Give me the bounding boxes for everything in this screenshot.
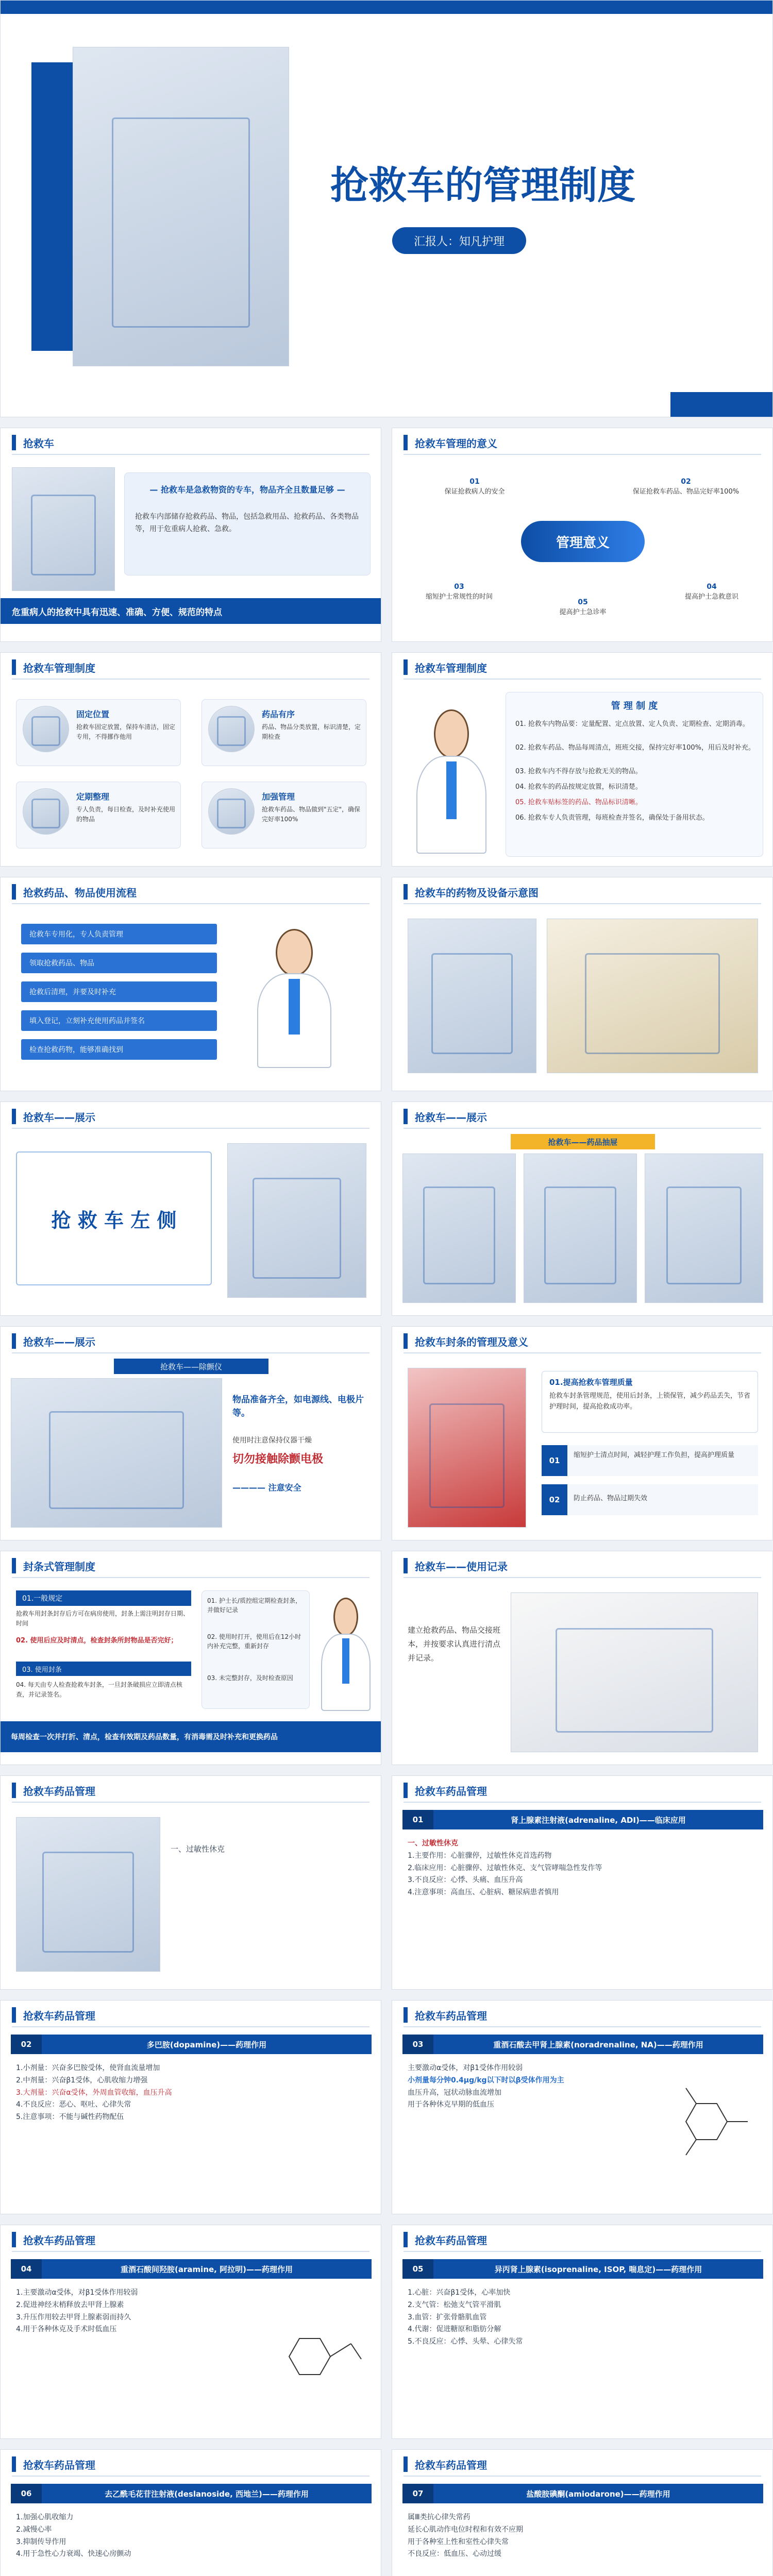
meaning-item [423, 478, 526, 496]
left-side-panel [16, 1151, 212, 1285]
drug-line: 4.用于急性心力衰竭、快速心房颤动 [16, 2550, 131, 2558]
drug-number: 01 [402, 1810, 433, 1829]
seal-rules-red: 02. 使用后应及时清点，检查封条所封物品是否完好； [16, 1637, 178, 1645]
meaning-text: 缩短护士常规性的时间 [425, 593, 493, 601]
drawer-ribbon [511, 1134, 655, 1149]
defib-ribbon-label: 抢救车——除颤仪 [160, 1362, 222, 1371]
drug-line: 1.小剂量：兴奋多巴胺受体，使肾血流量增加 [16, 2064, 160, 2072]
left-side-label: 抢 救 车 左 侧 [51, 1209, 177, 1232]
drug-photo [16, 1817, 160, 1972]
drug-body [16, 2287, 258, 2336]
mgmt-card [201, 699, 366, 766]
slide-drug [392, 2449, 773, 2576]
mgmt-card [16, 699, 181, 766]
drug-body [408, 2512, 758, 2561]
mgmt-card-photo [208, 788, 255, 835]
mgmt-card-photo [208, 706, 255, 752]
cart-drawer-photo [12, 467, 115, 591]
intro-banner-title: — 抢救车是急救物资的专车，物品齐全且数量足够 — [149, 485, 345, 495]
slide-show-drawer [392, 1101, 773, 1316]
seal-box [542, 1371, 758, 1433]
drug-title: 肾上腺素注射液(adrenaline, ADI)——临床应用 [511, 1815, 686, 1825]
slide-header: 抢救车——展示 [23, 1111, 95, 1124]
drug-title: 重酒石酸去甲肾上腺素(noradrenaline, NA)——药理作用 [493, 2040, 703, 2049]
drug-title: 异丙肾上腺素(isoprenaline, ISOP, 喘息定)——药理作用 [494, 2264, 702, 2274]
seal-bullet-num: 02 [542, 1484, 567, 1515]
drug-body [408, 2287, 758, 2348]
drug-line: 3.不良反应：心悸、头痛、血压升高 [408, 1876, 523, 1885]
drug-body [408, 1838, 758, 1899]
slide-drug [392, 2000, 773, 2214]
slide-header: 封条式管理制度 [23, 1560, 95, 1573]
meaning-center [521, 521, 645, 562]
slide-drug [0, 2225, 381, 2439]
slide-header: 抢救车——使用记录 [415, 1560, 508, 1573]
drug-ribbon [402, 2035, 763, 2054]
defib-line: 物品准备齐全，如电源线、电极片等。 [232, 1395, 364, 1418]
cart-photo [73, 47, 289, 366]
mgmt-card-desc: 抢救车药品、物品做到"五定"，确保完好率100% [262, 806, 361, 823]
slide-header: 抢救车药品管理 [415, 2234, 487, 2247]
drug-line: 一、过敏性休克 [408, 1839, 458, 1848]
mgmt-card [16, 782, 181, 849]
meaning-num: 02 [681, 478, 691, 486]
flow-step: 检查抢救药物，能够准确找到 [21, 1039, 217, 1060]
molecule-structure [665, 2083, 758, 2165]
drug-line: 4.注意事项：高血压、心脏病、糖尿病患者慎用 [408, 1888, 559, 1897]
slide-header: 抢救车药品管理 [23, 2234, 95, 2247]
drug-line: 不良反应：低血压、心动过缓 [408, 2550, 501, 2558]
flow-step: 抢救后清理，并要及时补充 [21, 981, 217, 1002]
slide-header: 抢救药品、物品使用流程 [23, 886, 137, 899]
seal-rules-item03: 03. 使用封条 [16, 1662, 191, 1676]
cart-layout-photo [408, 919, 536, 1073]
rules-box-title: 管 理 制 度 [611, 701, 658, 711]
meaning-num: 03 [454, 583, 464, 591]
drug-body [408, 2062, 650, 2111]
drug-line: 一、过敏性休克 [171, 1844, 225, 1854]
drug-line: 3.升压作用较去甲肾上腺素弱而持久 [16, 2313, 131, 2321]
meaning-item [619, 478, 753, 496]
slide-seal [392, 1326, 773, 1540]
mgmt-card-desc: 药品、物品分类放置，标识清楚，定期检查 [262, 723, 361, 741]
drug-ribbon [11, 2484, 372, 2503]
defib-line: 切勿接触除颤电极 [232, 1453, 324, 1466]
doctor-illustration [315, 1598, 377, 1711]
drug-line: 1.心脏：兴奋β1受体，心率加快 [408, 2289, 511, 2297]
seal-rules-left-title: 01.一般规定 [16, 1590, 191, 1606]
intro-banner [124, 472, 371, 575]
slide-drug [0, 2449, 381, 2576]
drug-number: 06 [11, 2484, 42, 2503]
defib-photo [11, 1378, 222, 1528]
slide-header: 抢救车药品管理 [23, 2009, 95, 2022]
drug-ribbon [402, 1810, 763, 1829]
cover-title: 抢救车的管理制度 [330, 163, 635, 208]
seal-bullet-num: 01 [542, 1445, 567, 1476]
meaning-num: 05 [578, 598, 588, 606]
drug-ribbon [402, 2484, 763, 2503]
drug-line: 2.促进神经末梢释放去甲肾上腺素 [16, 2300, 124, 2309]
seal-bullet-text: 缩短护士清点时间，减轻护理工作负担，提高护理质量 [574, 1451, 735, 1459]
seal-rules-item04: 04. 每天由专人检查抢救车封条，一旦封条破损应立即清点核查，并记录签名。 [16, 1681, 182, 1699]
flow-step: 抢救车专用化，专人负责管理 [21, 924, 217, 944]
record-text: 建立抢救药品、物品交接班本，并按要求认真进行清点并记录。 [408, 1625, 501, 1663]
seal-rules-left-body: 抢救车用封条封存后方可在病房使用，封条上需注明封存日期、时间 [16, 1610, 190, 1628]
drug-body [16, 2512, 366, 2561]
rule-item: 05. 抢救车贴标签的药品、物品标识清晰。 [515, 799, 642, 806]
slide-header: 抢救车封条的管理及意义 [415, 1335, 528, 1348]
drawer-photo [645, 1154, 763, 1303]
drug-ribbon [11, 2035, 372, 2054]
drug-title: 重酒石酸间羟胺(aramine, 阿拉明)——药理作用 [121, 2264, 293, 2274]
drug-ribbon [402, 2259, 763, 2279]
mgmt-card-photo [23, 706, 69, 752]
flow-step: 填入登记，立刻补充使用药品并签名 [21, 1010, 217, 1031]
flow-step: 领取抢救药品、物品 [21, 953, 217, 973]
drug-line: 用于各种休克早期的低血压 [408, 2100, 494, 2109]
drug-ribbon [11, 2259, 372, 2279]
drug-line: 2.中剂量：兴奋β1受体，心肌收缩力增强 [16, 2076, 148, 2084]
slide-drug [392, 2225, 773, 2439]
meaning-item [402, 583, 516, 601]
slide-cart-intro [0, 428, 381, 642]
seal-rules-right-item: 01. 护士长/质控组定期检查封条，并做好记录 [207, 1597, 301, 1614]
cover-slide [0, 0, 773, 417]
drug-title: 多巴胺(dopamine)——药理作用 [146, 2040, 267, 2049]
seal-rules-right-item: 02. 使用时打开，使用后在12小时内补充完整，重新封存 [207, 1633, 301, 1650]
mgmt-card-title: 定期整理 [76, 792, 110, 802]
drug-number: 07 [402, 2484, 433, 2503]
seal-rules-bottom-bar [1, 1721, 381, 1752]
mgmt-card-desc: 专人负责，每日检查，及时补充使用的物品 [76, 806, 176, 823]
mgmt-card-title: 加强管理 [262, 792, 295, 802]
cover-reporter: 汇报人：知凡护理 [413, 235, 505, 248]
slide-header: 抢救车药品管理 [415, 1785, 487, 1798]
slide-record [392, 1551, 773, 1765]
drug-line: 5.不良反应：心悸、头晕、心律失常 [408, 2337, 523, 2346]
slide-defib [0, 1326, 381, 1540]
slide-show-left [0, 1101, 381, 1316]
intro-caption-bar [1, 598, 381, 624]
drug-line: 属Ⅲ类抗心律失常药 [408, 2513, 470, 2521]
drug-line: 2.临床应用：心脏骤停、过敏性休克、支气管哮喘急性发作等 [408, 1863, 602, 1872]
drug-line: 1.主要作用：心脏骤停，过敏性休克首选药物 [408, 1851, 552, 1860]
slide-header: 抢救车的药物及设备示意图 [415, 886, 539, 899]
intro-caption: 危重病人的抢救中具有迅速、准确、方便、规范的特点 [12, 607, 222, 618]
meaning-item [531, 598, 634, 616]
drug-line: 4.用于各种休克及手术时低血压 [16, 2325, 117, 2334]
slide-management [0, 652, 381, 867]
slide-header: 抢救车药品管理 [415, 2459, 487, 2471]
drug-line: 5.注意事项：不能与碱性药物配伍 [16, 2113, 124, 2122]
mgmt-card [201, 782, 366, 849]
meaning-num: 01 [469, 478, 480, 486]
rule-item: 02. 抢救车药品、物品每周清点，班班交接，保持完好率100%，用后及时补充。 [515, 744, 755, 752]
cover-bottom-stripe [670, 392, 773, 417]
seal-box-title: 01.提高抢救车管理质量 [549, 1378, 633, 1387]
slide-flow [0, 877, 381, 1091]
drug-line: 4.代谢：促进糖原和脂肪分解 [408, 2325, 501, 2334]
slide-drug [0, 1775, 381, 1990]
slide-header: 抢救车药品管理 [415, 2009, 487, 2022]
mgmt-card-title: 固定位置 [76, 709, 110, 719]
drug-title: 去乙酰毛花苷注射液(deslanoside, 西地兰)——药理作用 [105, 2489, 309, 2499]
defib-ribbon [114, 1359, 268, 1374]
rule-item: 06. 抢救车专人负责管理，每班检查并签名，确保处于备用状态。 [515, 814, 709, 822]
slide-meaning [392, 428, 773, 642]
cart-left-photo [227, 1143, 366, 1298]
slide-header: 抢救车——展示 [415, 1111, 487, 1124]
drug-line: 3.血管：扩张骨骼肌血管 [408, 2313, 487, 2321]
molecule-structure [274, 2313, 366, 2395]
record-book-photo [511, 1592, 758, 1752]
seal-rules-right [201, 1590, 310, 1709]
defib-note: ———— 注意安全 [232, 1483, 301, 1493]
slide-header: 抢救车管理的意义 [415, 437, 497, 450]
rules-box [506, 692, 763, 857]
slide-header: 抢救车——展示 [23, 1335, 95, 1348]
meaning-num: 04 [707, 583, 717, 591]
drug-line: 2.支气管：松弛支气管平滑肌 [408, 2300, 501, 2309]
slide-drug [392, 1775, 773, 1990]
slide-seal-rules [0, 1551, 381, 1765]
slide-drug [0, 2000, 381, 2214]
mgmt-card-desc: 抢救车固定放置，保持车清洁，固定专用，不得挪作他用 [76, 723, 176, 741]
defib-line: 使用时注意保持仪器干燥 [232, 1436, 312, 1445]
drug-line: 1.加强心肌收缩力 [16, 2513, 74, 2521]
mgmt-card-photo [23, 788, 69, 835]
slide-header: 抢救车管理制度 [415, 662, 487, 674]
drug-title: 盐酸胺碘酮(amiodarone)——药理作用 [526, 2489, 670, 2499]
intro-banner-body: 抢救车内部储存抢救药品、物品，包括急救用品、抢救药品、各类物品等，用于危重病人抢救、急救。 [135, 513, 359, 533]
drug-line: 3.抑制传导作用 [16, 2537, 66, 2546]
drug-line: 1.主要激动α受体，对β1受体作用较弱 [16, 2289, 138, 2297]
drug-line: 用于各种室上性和室性心律失常 [408, 2537, 509, 2546]
drawer-ribbon-label: 抢救车——药品抽屉 [548, 1137, 618, 1147]
drug-intro [171, 1843, 366, 1856]
seal-rules-bottom: 每周检查一次并打折、清点，检查有效期及药品数量，有消毒需及时补充和更换药品 [11, 1733, 278, 1741]
rule-item: 01. 抢救车内物品要：定量配置、定点放置、定人负责、定期检查、定期消毒。 [515, 720, 749, 728]
doctor-illustration [408, 709, 495, 854]
drug-chart-photo [547, 919, 758, 1073]
sealed-cart-photo [408, 1368, 526, 1528]
meaning-text: 提高护士急诊率 [559, 608, 607, 616]
cover-reporter-badge [392, 227, 526, 254]
seal-bullet [542, 1445, 758, 1476]
drug-body [16, 2062, 366, 2124]
drug-line: 延长心肌动作电位时程和有效不应期 [408, 2525, 523, 2534]
slide-header: 抢救车 [23, 437, 54, 450]
meaning-item [660, 583, 763, 601]
drawer-photo [402, 1154, 516, 1303]
meaning-text: 保证抢救病人的安全 [444, 488, 505, 496]
drug-line: 主要激动α受体，对β1受体作用较弱 [408, 2064, 523, 2072]
drawer-photo [524, 1154, 637, 1303]
drug-line: 2.减慢心率 [16, 2525, 52, 2534]
drug-line: 3.大剂量：兴奋α受体，外周血管收缩，血压升高 [16, 2088, 172, 2097]
seal-bullet-text: 防止药品、物品过期失效 [574, 1495, 648, 1502]
doctor-illustration [248, 929, 341, 1068]
slide-rules [392, 652, 773, 867]
slide-header: 抢救车管理制度 [23, 662, 95, 674]
drug-line: 血压升高，冠状动脉血流增加 [408, 2088, 501, 2097]
drug-line: 小剂量每分钟0.4μg/kg以下时以β受体作用为主 [408, 2076, 564, 2084]
seal-rules-right-item: 03. 未完整封存，及时检查原因 [207, 1674, 293, 1682]
meaning-text: 保证抢救车药品、物品完好率100% [632, 488, 740, 496]
drug-number: 03 [402, 2035, 433, 2054]
seal-box-body: 抢救车封条管理规范，使用后封条，上锁保管，减少药品丢失，节省护理时间，提高抢救成功率。 [549, 1392, 751, 1411]
seal-bullet [542, 1484, 758, 1515]
slide-header: 抢救车药品管理 [23, 1785, 95, 1798]
drug-number: 02 [11, 2035, 42, 2054]
drug-number: 04 [11, 2259, 42, 2279]
rule-item: 04. 抢救车的药品按规定放置，标识清楚。 [515, 783, 642, 791]
meaning-text: 提高护士急救意识 [684, 593, 738, 601]
slide-header: 抢救车药品管理 [23, 2459, 95, 2471]
cover-top-stripe [1, 1, 773, 14]
meaning-center-label: 管理意义 [556, 535, 610, 551]
mgmt-card-title: 药品有序 [262, 709, 295, 719]
rule-item: 03. 抢救车内不得存放与抢救无关的物品。 [515, 768, 642, 775]
slide-diagram [392, 877, 773, 1091]
drug-number: 05 [402, 2259, 433, 2279]
drug-line: 4.不良反应：恶心、呕吐、心律失常 [16, 2100, 131, 2109]
